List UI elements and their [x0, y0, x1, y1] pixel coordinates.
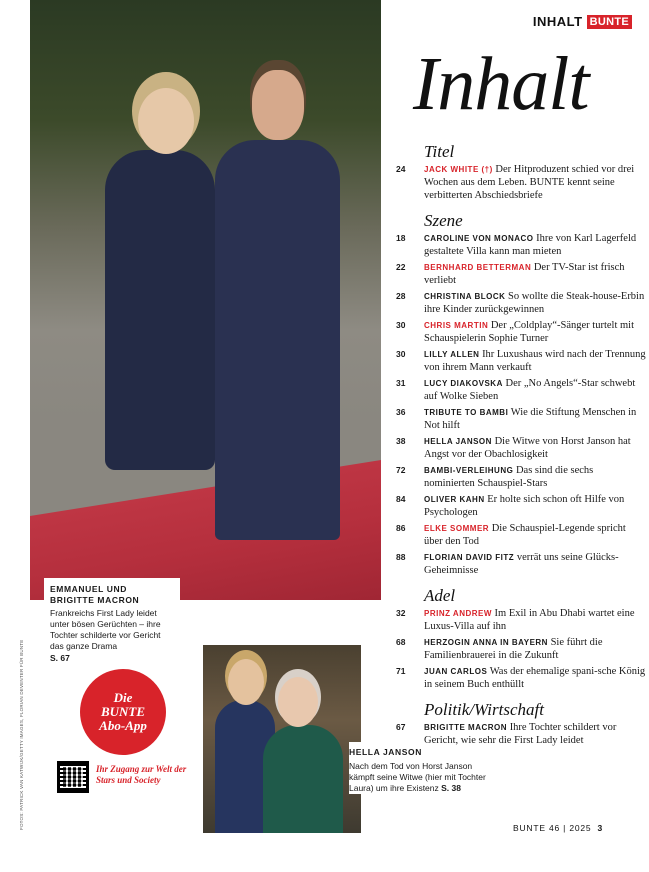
toc-page-number: 88 [396, 552, 406, 562]
caption-heading: EMMANUEL UND BRIGITTE MACRON [50, 584, 140, 605]
caption-body: Nach dem Tod von Horst Janson kämpft seine Witwe (hier mit Tochter Laura) um ihre Existenz [349, 760, 486, 793]
page-title: Inhalt [413, 42, 589, 126]
section-label: INHALT [532, 14, 583, 29]
toc-entry-text: Die Witwe von Horst Janson hat Angst vor der Obachlosigkeit [424, 436, 631, 460]
toc-entry-name: BERNHARD BETTERMAN [424, 263, 532, 272]
section-heading-szene: Szene [424, 211, 463, 230]
abo-line-2: BUNTE [100, 703, 146, 719]
abo-line-1: Die [113, 689, 133, 705]
toc-entry-body [424, 163, 646, 202]
toc-entry-body [424, 493, 646, 519]
toc-entry-body [424, 435, 646, 461]
toc-entry-name: PRINZ ANDREW [424, 609, 492, 618]
toc-entry[interactable] [396, 636, 646, 662]
toc-entry-text: Was der ehemalige spani-sche König in seinem Buch enthüllt [424, 666, 646, 690]
toc-entry-body [424, 551, 646, 577]
toc-entry-name: CAROLINE VON MONACO [424, 234, 534, 243]
page-footer [513, 823, 603, 833]
toc-page-number: 30 [396, 349, 406, 359]
toc-entry[interactable] [396, 493, 646, 519]
table-of-contents [396, 143, 646, 747]
toc-entry-body [424, 377, 646, 403]
brand-logo: BUNTE [587, 15, 632, 29]
toc-page-number: 72 [396, 465, 406, 475]
main-photo-caption [44, 578, 180, 663]
toc-entry-name: CHRIS MARTIN [424, 321, 489, 330]
toc-entry[interactable] [396, 261, 646, 287]
toc-page-number: 38 [396, 436, 406, 446]
toc-page-number: 36 [396, 407, 406, 417]
caption-text [349, 761, 495, 794]
daughter-head [228, 659, 264, 705]
toc-entry[interactable] [396, 665, 646, 691]
toc-page-number: 86 [396, 523, 406, 533]
toc-entry-body [424, 607, 646, 633]
abo-note: Ihr Zugang zur Welt der Stars und Society [96, 764, 187, 786]
toc-entry-text: Wie die Stiftung Menschen in Not hilft [424, 407, 637, 431]
page-header [533, 14, 632, 29]
toc-entry-body [424, 406, 646, 432]
abo-app-badge[interactable] [80, 669, 166, 755]
toc-entry-name: BRIGITTE MACRON [424, 723, 508, 732]
toc-entry[interactable] [396, 522, 646, 548]
caption-text: Frankreichs First Lady leidet unter bösen Gerüchten – ihre Tochter schilderte vor Gericht das ganze Drama [50, 608, 161, 652]
toc-entry-text: Das sind die sechs nominierten Schauspiel-Stars [424, 465, 594, 489]
toc-entry-name: LUCY DIAKOVSKA [424, 379, 503, 388]
toc-entry-text: Der „No Angels“-Star schwebt auf Wolke Sieben [424, 378, 636, 402]
qr-code-icon[interactable] [57, 761, 89, 793]
woman-figure [105, 150, 215, 470]
issue-label: BUNTE 46 | 2025 [513, 823, 592, 833]
abo-line-3: Abo-App [99, 718, 147, 734]
toc-entry-name: CHRISTINA BLOCK [424, 292, 506, 301]
toc-entry-text: Ihre Tochter schildert vor Gericht, wie sehr die First Lady leidet [424, 722, 617, 746]
toc-entry[interactable] [396, 607, 646, 633]
section-list-adel [396, 607, 646, 691]
toc-page-number: 18 [396, 233, 406, 243]
toc-entry[interactable] [396, 464, 646, 490]
toc-entry-name: LILLY ALLEN [424, 350, 480, 359]
toc-entry-name: JUAN CARLOS [424, 667, 488, 676]
toc-entry-body [424, 636, 646, 662]
hella-janson-photo [203, 645, 361, 833]
toc-entry-body [424, 290, 646, 316]
section-heading-adel: Adel [424, 586, 456, 605]
toc-entry-text: Die Schauspiel-Legende spricht über den Tod [424, 523, 626, 547]
toc-entry-body [424, 319, 646, 345]
toc-page-number: 32 [396, 608, 406, 618]
toc-page-number: 71 [396, 666, 406, 676]
toc-entry-name: FLORIAN DAVID FITZ [424, 553, 515, 562]
toc-entry[interactable] [396, 435, 646, 461]
toc-entry[interactable] [396, 290, 646, 316]
toc-entry-body [424, 522, 646, 548]
man-figure [215, 140, 340, 540]
toc-page-number: 84 [396, 494, 406, 504]
woman-head [138, 88, 194, 154]
toc-entry-text: Der TV-Star ist frisch verliebt [424, 262, 625, 286]
section-list-titel [396, 163, 646, 202]
man-head [252, 70, 304, 140]
toc-entry-text: Im Exil in Abu Dhabi wartet eine Luxus-Villa auf ihn [424, 608, 635, 632]
toc-entry-name: ELKE SOMMER [424, 524, 490, 533]
toc-entry-body [424, 232, 646, 258]
toc-page-number: 30 [396, 320, 406, 330]
toc-entry-body [424, 665, 646, 691]
mother-head [278, 677, 318, 727]
toc-entry[interactable] [396, 551, 646, 577]
toc-entry[interactable] [396, 319, 646, 345]
toc-entry[interactable] [396, 377, 646, 403]
small-photo-caption [349, 742, 495, 794]
toc-entry-text: Er holte sich schon oft Hilfe von Psychologen [424, 494, 625, 518]
macron-couple-photo [30, 0, 381, 600]
toc-entry-text: Ihre von Karl Lagerfeld gestaltete Villa kann man mieten [424, 233, 637, 257]
toc-page-number: 31 [396, 378, 406, 388]
toc-entry-body [424, 261, 646, 287]
toc-entry[interactable] [396, 721, 646, 747]
toc-entry-name: JACK WHITE (†) [424, 165, 493, 174]
toc-entry-text: Sie führt die Familienbrauerei in die Zukunft [424, 637, 603, 661]
toc-entry-text: So wollte die Steak-house-Erbin ihre Kinder zurückgewinnen [424, 291, 645, 315]
toc-page-number: 22 [396, 262, 406, 272]
section-list-politik [396, 721, 646, 747]
toc-page-number: 68 [396, 637, 406, 647]
toc-entry[interactable] [396, 348, 646, 374]
caption-page-ref[interactable]: S. 67 [50, 653, 70, 664]
toc-entry-body [424, 464, 646, 490]
toc-entry-name: OLIVER KAHN [424, 495, 485, 504]
caption-page-ref[interactable]: S. 38 [441, 782, 461, 793]
toc-entry-text: Der „Coldplay“-Sänger turtelt mit Schauspielerin Sophie Turner [424, 320, 635, 344]
toc-page-number: 28 [396, 291, 406, 301]
toc-entry-text: Ihr Luxushaus wird nach der Trennung von ihrem Mann verkauft [424, 349, 646, 373]
section-heading-titel: Titel [424, 142, 455, 161]
mother-figure [263, 725, 343, 833]
caption-heading: HELLA JANSON [349, 747, 423, 757]
toc-entry-text: Der Hitproduzent schied vor drei Wochen aus dem Leben. BUNTE kennt seine verbitterten Abschiedsbriefe [424, 164, 635, 201]
toc-entry-body [424, 348, 646, 374]
toc-entry-name: BAMBI-VERLEIHUNG [424, 466, 514, 475]
toc-page-number: 67 [396, 722, 406, 732]
toc-entry-name: HERZOGIN ANNA IN BAYERN [424, 638, 548, 647]
toc-entry[interactable] [396, 232, 646, 258]
toc-entry-body [424, 721, 646, 747]
toc-entry[interactable] [396, 406, 646, 432]
page-number: 3 [597, 823, 603, 833]
toc-entry-text: verrät uns seine Glücks-Geheimnisse [424, 552, 619, 576]
photo-credit: FOTOS: PATRICK VAN KATWIJK/GETTY IMAGES, FLORIAN DEVENTER FÜR BUNTE [19, 639, 24, 830]
toc-entry[interactable] [396, 163, 646, 202]
toc-entry-name: HELLA JANSON [424, 437, 492, 446]
section-heading-politik: Politik/Wirtschaft [424, 700, 544, 719]
toc-page-number: 24 [396, 164, 406, 174]
toc-entry-name: TRIBUTE TO BAMBI [424, 408, 509, 417]
section-list-szene [396, 232, 646, 577]
